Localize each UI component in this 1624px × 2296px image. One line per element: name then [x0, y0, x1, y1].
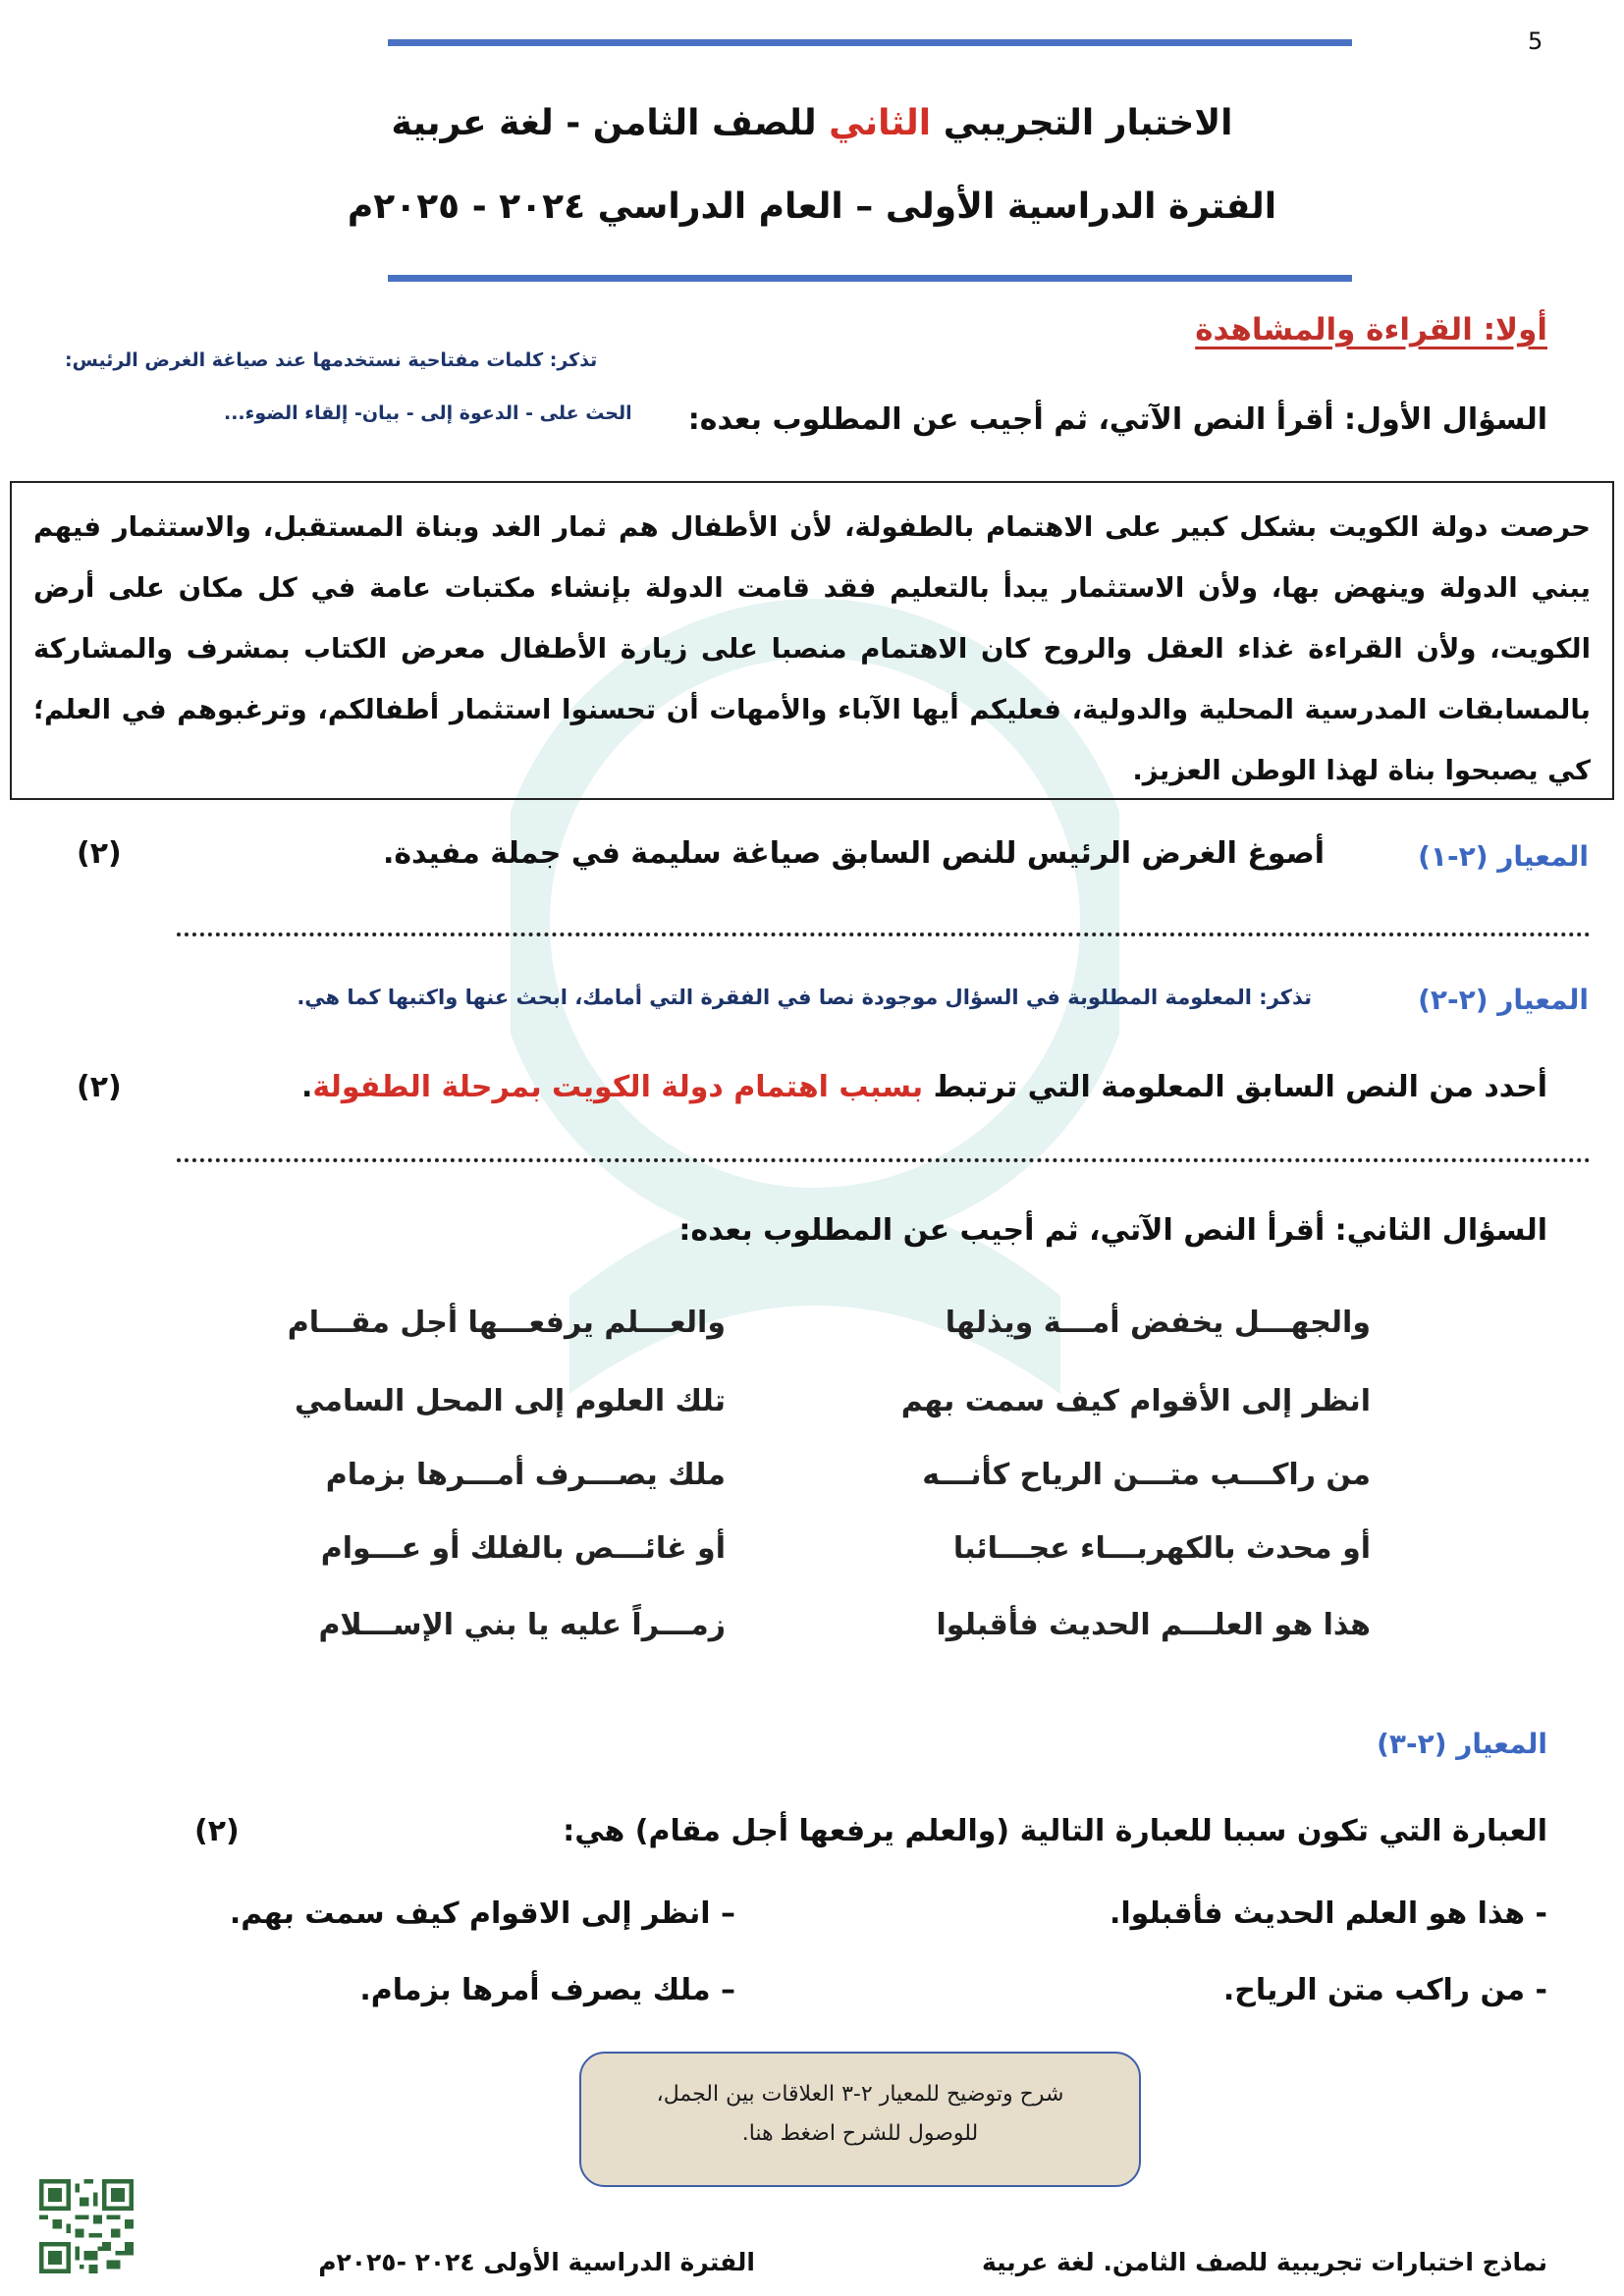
explanation-link-box[interactable]: [579, 2052, 1141, 2187]
reading-passage: حرصت دولة الكويت بشكل كبير على الاهتمام بالطفولة، لأن الأطفال هم ثمار الغد وبناة المستقبل، والاستثمار فيهم يبني الدولة وينهض بها، ولأن الاستثمار يبدأ بالتعليم فقد قامت الدولة بإنشاء مكتبات عامة في كل مكان على أرض الكويت، ولأن القراءة غذاء العقل والروح كان الاهتمام منصبا على زيارة الأطفال معرض الكتاب بمشرف والمشاركة بالمسابقات المدرسية المحلية والدولية، فعليكم أيها الآباء والأمهات أن تحسنوا استثمار أطفالكم، وترغبوهم في العلم؛ كي يصبحوا بناة لهذا الوطن العزيز.: [10, 481, 1614, 800]
answer-line-2: [177, 1158, 1591, 1162]
page-title: [0, 103, 1624, 143]
title-part1: الاختبار التجريبي: [943, 103, 1233, 143]
bottom-rule: [388, 275, 1352, 282]
option-4[interactable]: – ملك يصرف أمرها بزمام.: [359, 1973, 735, 2007]
note-line-1: شرح وتوضيح للمعيار ٢-٣ العلاقات بين الجمل،: [656, 2082, 1064, 2107]
criterion-1-question: أصوغ الغرض الرئيس للنص السابق صياغة سليمة في جملة مفيدة.: [382, 836, 1325, 871]
criterion-2-score: (٢): [77, 1070, 122, 1104]
option-1[interactable]: - هذا هو العلم الحديث فأقبلوا.: [1109, 1896, 1547, 1931]
verse-4-second: أو غائـــص بالفلك أو عـــوام: [320, 1531, 726, 1566]
verse-4-first: أو محدث بالكهربـــاء عجـــائبا: [952, 1531, 1371, 1566]
criterion-3-label: المعيار (٢-٣): [1377, 1728, 1547, 1760]
option-3[interactable]: - من راكب متن الرياح.: [1222, 1973, 1547, 2007]
verse-3-second: ملك يصـــرف أمـــرها بزمام: [325, 1458, 726, 1492]
footer-right-text: نماذج اختبارات تجريبية للصف الثامن. لغة عربية: [981, 2248, 1547, 2276]
criterion-2-label: المعيار (٢-٢): [1418, 984, 1589, 1016]
title-highlight: الثاني: [829, 103, 932, 143]
criterion-2-reminder: تذكر: المعلومة المطلوبة في السؤال موجودة نصا في الفقرة التي أمامك، ابحث عنها واكتبها كما هي.: [297, 986, 1312, 1009]
page-subtitle: الفترة الدراسية الأولى – العام الدراسي ٢٠٢٤ - ٢٠٢٥م: [347, 187, 1277, 227]
criterion-2-question: [301, 1070, 1547, 1104]
reminder-keywords-title: تذكر: كلمات مفتاحية نستخدمها عند صياغة الغرض الرئيس:: [65, 349, 598, 371]
criterion-2-question-highlight: بسبب اهتمام دولة الكويت بمرحلة الطفولة: [312, 1070, 924, 1104]
answer-line-1: [177, 933, 1591, 936]
criterion-1-label: المعيار (٢-١): [1418, 840, 1589, 873]
title-part2: للصف الثامن - لغة عربية: [391, 103, 817, 143]
qr-code-icon[interactable]: [39, 2179, 134, 2273]
section-heading: أولا: القراءة والمشاهدة: [1195, 312, 1547, 347]
criterion-2-question-end: .: [301, 1070, 313, 1104]
criterion-2-question-text: أحدد من النص السابق المعلومة التي ترتبط: [933, 1070, 1547, 1104]
reminder-keywords-list: الحث على - الدعوة إلى - بيان- إلقاء الضوء...: [224, 402, 632, 424]
page-number: 5: [1528, 27, 1543, 55]
criterion-1-score: (٢): [77, 836, 122, 871]
criterion-3-question: العبارة التي تكون سببا للعبارة التالية (والعلم يرفعها أجل مقام) هي:: [563, 1814, 1547, 1848]
question-2-prompt: السؤال الثاني: أقرأ النص الآتي، ثم أجيب عن المطلوب بعده:: [678, 1213, 1547, 1248]
note-line-2[interactable]: للوصول للشرح اضغط هنا.: [741, 2121, 979, 2146]
top-rule: [388, 39, 1352, 46]
verse-2-second: تلك العلوم إلى المحل السامي: [295, 1384, 726, 1418]
verse-5-first: هذا هو العلـــم الحديث فأقبلوا: [936, 1608, 1371, 1642]
verse-2-first: انظر إلى الأقوام كيف سمت بهم: [900, 1384, 1371, 1418]
verse-5-second: زمـــراً عليه يا بني الإســـلام: [318, 1608, 726, 1642]
footer-left-text: الفترة الدراسية الأولى ٢٠٢٤ -٢٠٢٥م: [318, 2248, 755, 2276]
verse-1-second: والعـــلم يرفعـــها أجل مقـــام: [287, 1306, 726, 1340]
criterion-3-score: (٢): [194, 1814, 240, 1848]
question-1-prompt: السؤال الأول: أقرأ النص الآتي، ثم أجيب عن المطلوب بعده:: [687, 402, 1547, 437]
verse-1-first: والجهـــل يخفض أمـــة ويذلها: [945, 1306, 1371, 1340]
option-2[interactable]: – انظر إلى الاقوام كيف سمت بهم.: [229, 1896, 735, 1931]
verse-3-first: من راكـــب متـــن الرياح كأنـــه: [922, 1458, 1371, 1492]
